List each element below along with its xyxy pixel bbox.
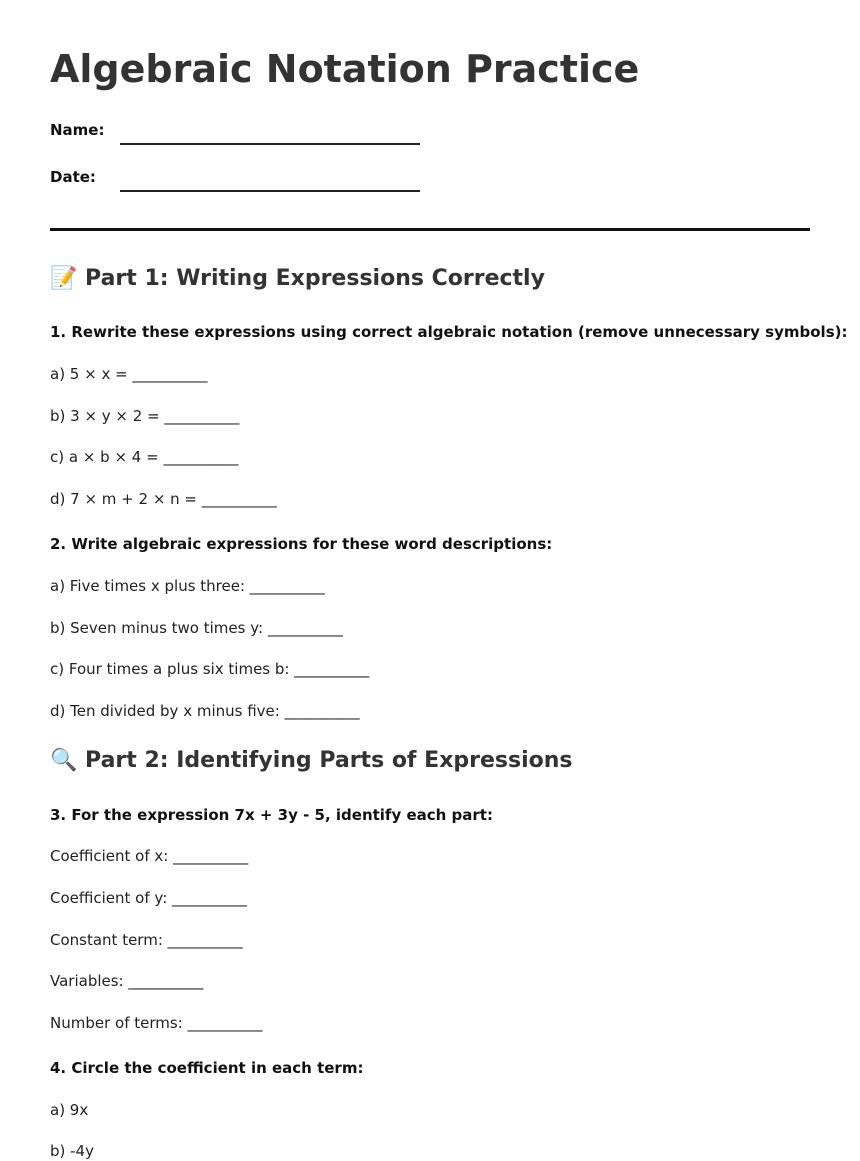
question-4-prompt: 4. Circle the coefficient in each term: (50, 1059, 364, 1077)
page-title: Algebraic Notation Practice (50, 47, 640, 91)
question-4-item-a: a) 9x (50, 1101, 89, 1119)
question-4-item-b: b) -4y (50, 1142, 94, 1160)
name-label: Name: (50, 121, 105, 139)
name-field-row (50, 121, 470, 151)
question-3-prompt: 3. For the expression 7x + 3y - 5, identify each part: (50, 806, 493, 824)
question-3-item-coefficient-y: Coefficient of y: __________ (50, 889, 248, 907)
question-2-item-a: a) Five times x plus three: __________ (50, 577, 325, 595)
question-1-item-a: a) 5 × x = __________ (50, 365, 208, 383)
date-label: Date: (50, 168, 96, 186)
question-3-item-constant: Constant term: __________ (50, 931, 243, 949)
question-3-item-variables: Variables: __________ (50, 972, 204, 990)
question-1-item-d: d) 7 × m + 2 × n = __________ (50, 490, 277, 508)
part2-heading: 🔍 Part 2: Identifying Parts of Expressions (50, 748, 573, 773)
question-1-item-c: c) a × b × 4 = __________ (50, 448, 239, 466)
question-2-item-c: c) Four times a plus six times b: __________ (50, 660, 370, 678)
part1-heading: 📝 Part 1: Writing Expressions Correctly (50, 266, 545, 291)
question-1-item-b: b) 3 × y × 2 = __________ (50, 407, 240, 425)
question-2-item-b: b) Seven minus two times y: __________ (50, 619, 343, 637)
question-2-prompt: 2. Write algebraic expressions for these word descriptions: (50, 535, 553, 553)
question-3-item-number-of-terms: Number of terms: __________ (50, 1014, 263, 1032)
question-1-prompt: 1. Rewrite these expressions using correct algebraic notation (remove unnecessary symbols): (50, 323, 848, 341)
name-blank-line (120, 143, 420, 145)
date-blank-line (120, 190, 420, 192)
question-2-item-d: d) Ten divided by x minus five: __________ (50, 702, 360, 720)
date-field-row (50, 168, 470, 198)
question-3-item-coefficient-x: Coefficient of x: __________ (50, 847, 249, 865)
header-divider (50, 228, 810, 231)
